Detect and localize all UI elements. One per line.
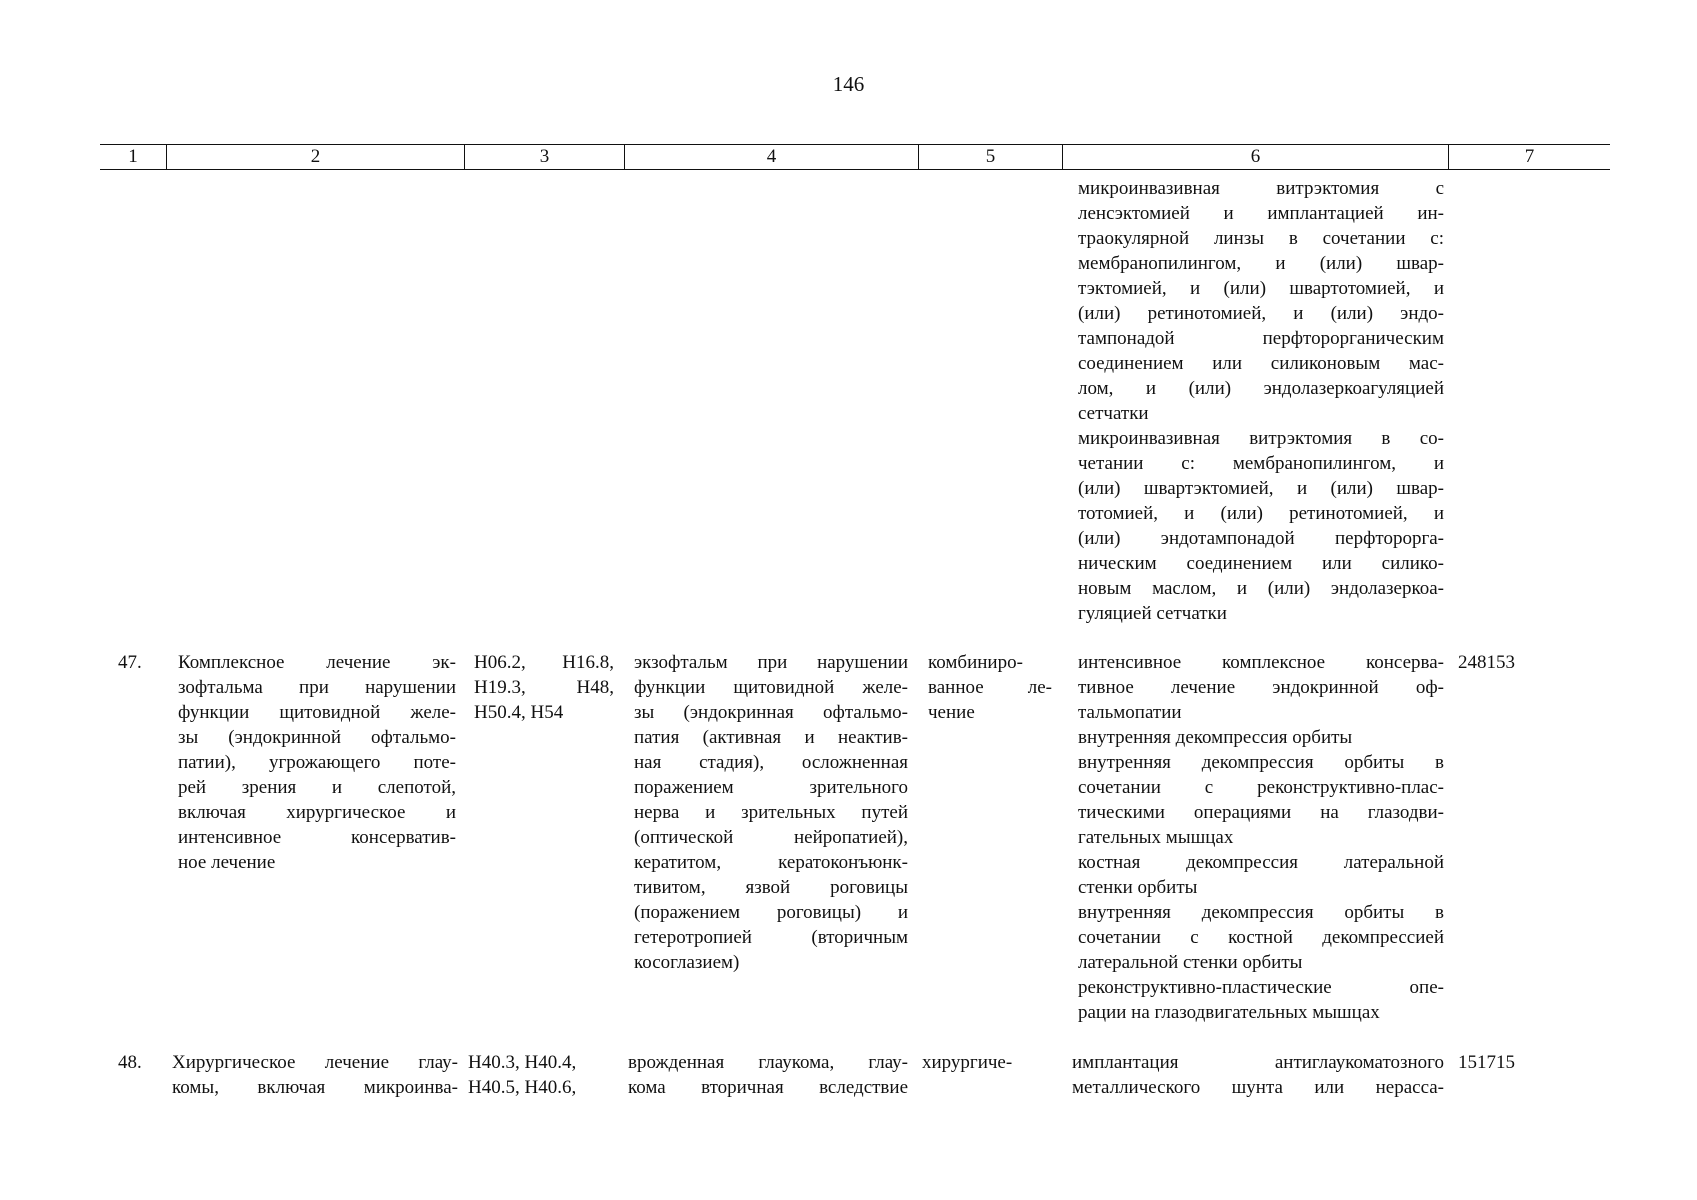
header-col-7: 7: [1448, 145, 1610, 169]
method-line: тальмопатии: [1078, 702, 1182, 723]
method-line: микроинвазивная витрэктомия с: [1078, 178, 1444, 199]
method-line: имплантация антиглаукоматозного: [1072, 1052, 1444, 1073]
model-line: нерва и зрительных путей: [634, 802, 908, 823]
code-line: H40.5, H40.6,: [468, 1077, 577, 1098]
name-line: патии), угрожающего поте-: [178, 752, 456, 773]
method-line: тивное лечение эндокринной оф-: [1078, 677, 1444, 698]
treatment-line: ванное ле-: [928, 677, 1052, 698]
row-47-methods: [1078, 650, 1444, 1025]
model-line: ная стадия), осложненная: [634, 752, 908, 773]
method-line: (или) ретинотомией, и (или) эндо-: [1078, 303, 1444, 324]
method-line: (или) эндотампонадой перфторорга-: [1078, 528, 1444, 549]
row-47-codes: [474, 650, 614, 725]
continuation-methods: [1078, 176, 1444, 626]
name-line: ное лечение: [178, 852, 276, 873]
name-line: Комплексное лечение эк-: [178, 652, 456, 673]
method-line: внутренняя декомпрессия орбиты в: [1078, 902, 1444, 923]
model-line: гетеротропией (вторичным: [634, 927, 908, 948]
method-line: внутренняя декомпрессия орбиты в: [1078, 752, 1444, 773]
treatment-line: комбиниро-: [928, 652, 1023, 673]
model-line: функции щитовидной желе-: [634, 677, 908, 698]
row-47-model: [634, 650, 908, 975]
method-line: соединением или силиконовым мас-: [1078, 353, 1444, 374]
method-line: новым маслом, и (или) эндолазеркоа-: [1078, 578, 1444, 599]
method-line: мембранопилингом, и (или) швар-: [1078, 253, 1444, 274]
row-48-methods: [1072, 1050, 1444, 1100]
header-col-6: 6: [1062, 145, 1448, 169]
model-line: косоглазием): [634, 952, 740, 973]
method-line: латеральной стенки орбиты: [1078, 952, 1303, 973]
code-line: H40.3, H40.4,: [468, 1052, 577, 1073]
model-line: кома вторичная вследствие: [628, 1077, 908, 1098]
row-48-codes: [468, 1050, 608, 1100]
method-line: гуляцией сетчатки: [1078, 603, 1227, 624]
method-line: реконструктивно-пластические опе-: [1078, 977, 1444, 998]
method-line: четании с: мембранопилингом, и: [1078, 453, 1444, 474]
code-line: H50.4, H54: [474, 702, 564, 723]
model-line: зы (эндокринная офтальмо-: [634, 702, 908, 723]
method-line: сетчатки: [1078, 403, 1149, 424]
model-line: кератитом, кератоконъюнк-: [634, 852, 908, 873]
method-line: костная декомпрессия латеральной: [1078, 852, 1444, 873]
model-line: (оптической нейропатией),: [634, 827, 908, 848]
method-line: тотомией, и (или) ретинотомией, и: [1078, 503, 1444, 524]
name-line: Хирургическое лечение глау-: [172, 1052, 458, 1073]
name-line: рей зрения и слепотой,: [178, 777, 456, 798]
row-47-treatment: [928, 650, 1052, 725]
header-col-5: 5: [918, 145, 1062, 169]
model-line: патия (активная и неактив-: [634, 727, 908, 748]
model-line: экзофтальм при нарушении: [634, 652, 908, 673]
row-47-price: 248153: [1458, 652, 1515, 673]
model-line: тивитом, язвой роговицы: [634, 877, 908, 898]
row-48-price: 151715: [1458, 1052, 1515, 1073]
header-col-1: 1: [128, 146, 138, 167]
method-line: сочетании с костной декомпрессией: [1078, 927, 1444, 948]
method-line: металлического шунта или нерасса-: [1072, 1077, 1444, 1098]
method-line: (или) швартэктомией, и (или) швар-: [1078, 478, 1444, 499]
method-line: тэктомией, и (или) швартотомией, и: [1078, 278, 1444, 299]
method-line: рации на глазодвигательных мышцах: [1078, 1002, 1380, 1023]
treatment-line: чение: [928, 702, 975, 723]
method-line: траокулярной линзы в сочетании с:: [1078, 228, 1444, 249]
header-col-3: 3: [464, 145, 624, 169]
name-line: функции щитовидной желе-: [178, 702, 456, 723]
method-line: лом, и (или) эндолазеркоагуляцией: [1078, 378, 1444, 399]
treatment-line: хирургиче-: [922, 1052, 1013, 1073]
page-number: 146: [832, 72, 865, 96]
method-line: интенсивное комплексное консерва-: [1078, 652, 1444, 673]
method-line: ленсэктомией и имплантацией ин-: [1078, 203, 1444, 224]
method-line: внутренняя декомпрессия орбиты: [1078, 727, 1353, 748]
header-col-2: 2: [166, 145, 464, 169]
header-col-4: 4: [624, 145, 918, 169]
method-line: сочетании с реконструктивно-плас-: [1078, 777, 1444, 798]
table-header: [100, 144, 1610, 170]
name-line: зофтальма при нарушении: [178, 677, 456, 698]
code-line: H06.2, H16.8,: [474, 652, 614, 673]
row-47-number: 47.: [118, 652, 142, 673]
method-line: стенки орбиты: [1078, 877, 1198, 898]
model-line: поражением зрительного: [634, 777, 908, 798]
model-line: (поражением роговицы) и: [634, 902, 908, 923]
row-48-number: 48.: [118, 1052, 142, 1073]
name-line: интенсивное консерватив-: [178, 827, 456, 848]
row-48-name: [172, 1050, 458, 1100]
code-line: H19.3, H48,: [474, 677, 614, 698]
name-line: включая хирургическое и: [178, 802, 456, 823]
name-line: комы, включая микроинва-: [172, 1077, 458, 1098]
row-48-model: [628, 1050, 908, 1100]
name-line: зы (эндокринной офтальмо-: [178, 727, 456, 748]
method-line: ническим соединением или силико-: [1078, 553, 1444, 574]
method-line: тическими операциями на глазодви-: [1078, 802, 1444, 823]
method-line: микроинвазивная витрэктомия в со-: [1078, 428, 1444, 449]
row-47-name: [178, 650, 456, 875]
method-line: гательных мышцах: [1078, 827, 1234, 848]
method-line: тампонадой перфторорганическим: [1078, 328, 1444, 349]
row-48-treatment: [922, 1050, 1052, 1075]
model-line: врожденная глаукома, глау-: [628, 1052, 908, 1073]
